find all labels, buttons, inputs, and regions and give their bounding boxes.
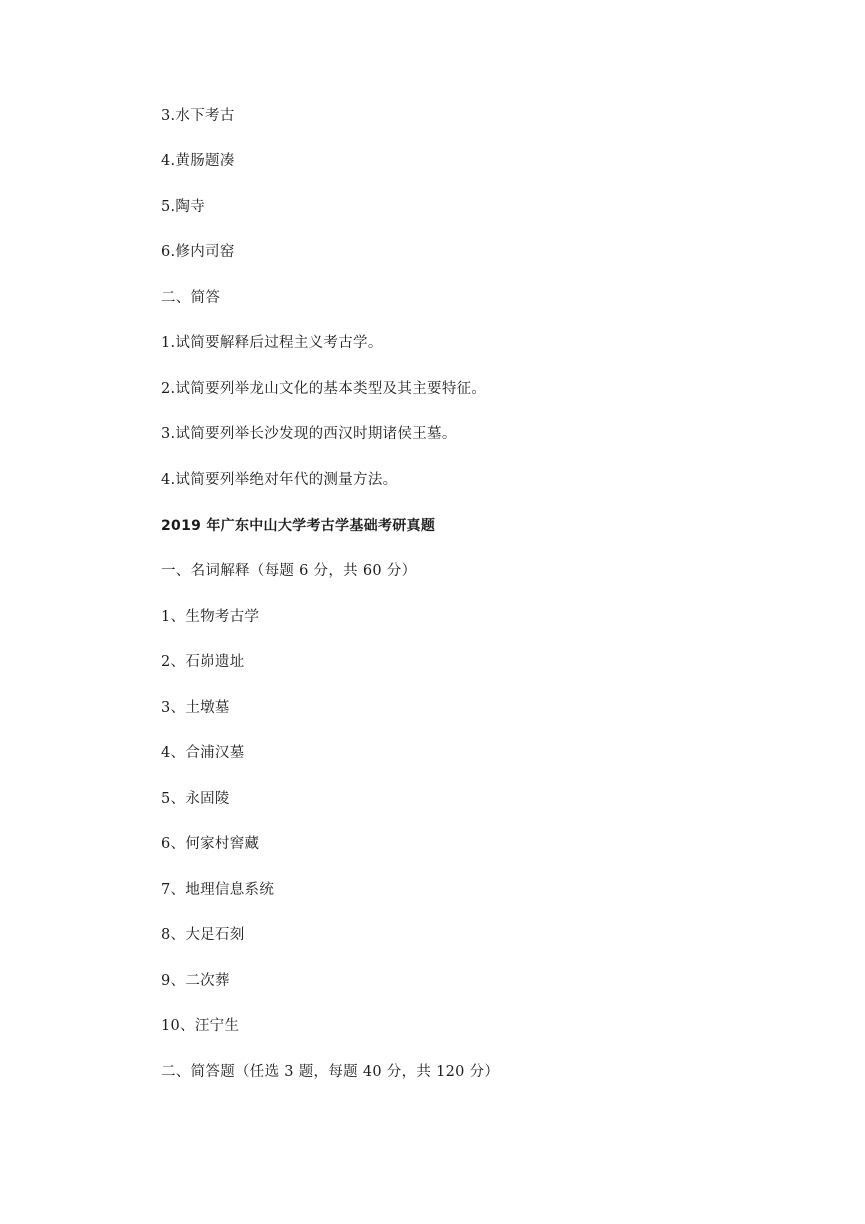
text-line: 2、石峁遗址 <box>161 654 245 670</box>
text-line: 10、汪宁生 <box>161 1018 240 1034</box>
text-line: 9、二次葬 <box>161 973 230 989</box>
section-heading: 二、简答题（任选 3 题，每题 40 分，共 120 分） <box>161 1064 500 1080</box>
text-line: 2.试简要列举龙山文化的基本类型及其主要特征。 <box>161 381 487 397</box>
text-line: 6.修内司窑 <box>161 244 235 260</box>
text-line: 5.陶寺 <box>161 199 206 215</box>
text-line: 4、合浦汉墓 <box>161 745 245 761</box>
text-line: 4.黄肠题凑 <box>161 153 235 169</box>
section-heading: 二、简答 <box>161 290 221 306</box>
text-line: 3.水下考古 <box>161 108 235 124</box>
text-line: 3、土墩墓 <box>161 700 230 716</box>
section-heading: 一、名词解释（每题 6 分，共 60 分） <box>161 563 417 579</box>
text-line: 7、地理信息系统 <box>161 882 275 898</box>
text-line: 3.试简要列举长沙发现的西汉时期诸侯王墓。 <box>161 426 457 442</box>
text-line: 1、生物考古学 <box>161 609 260 625</box>
text-line: 6、何家村窖藏 <box>161 836 260 852</box>
text-line: 4.试简要列举绝对年代的测量方法。 <box>161 472 398 488</box>
exam-title: 2019 年广东中山大学考古学基础考研真题 <box>161 518 436 534</box>
text-line: 5、永固陵 <box>161 791 230 807</box>
text-line: 1.试简要解释后过程主义考古学。 <box>161 335 383 351</box>
text-line: 8、大足石刻 <box>161 927 245 943</box>
